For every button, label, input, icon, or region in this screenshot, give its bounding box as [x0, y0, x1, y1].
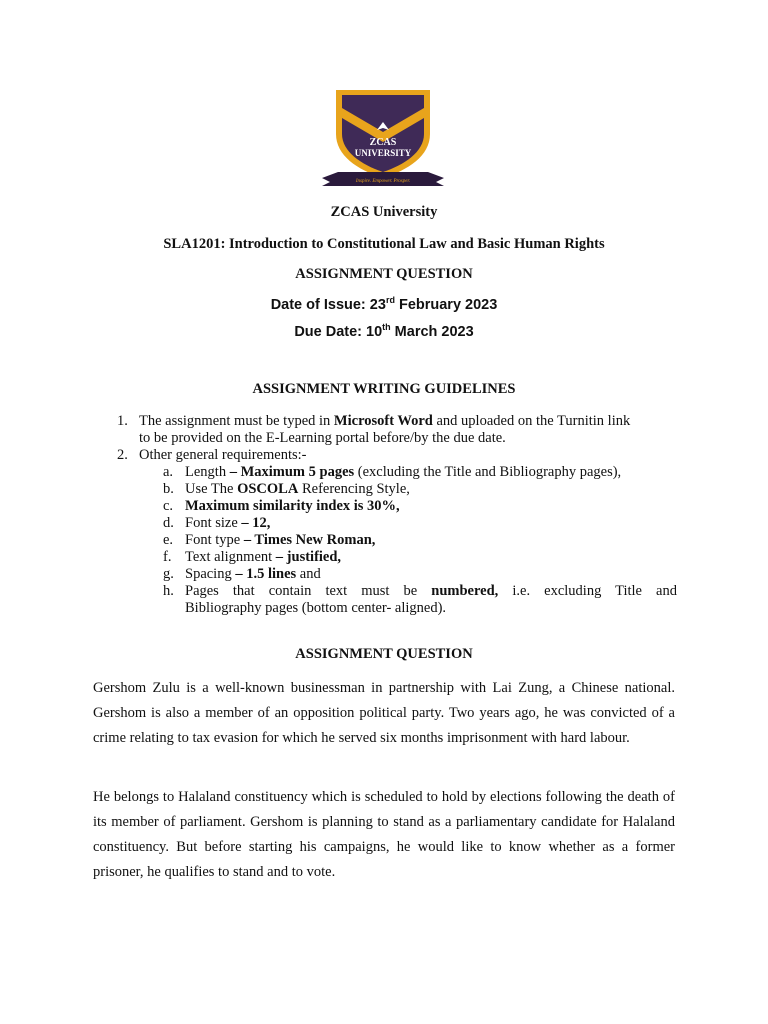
course-title: SLA1201: Introduction to Constitutional Law and Basic Human Rights: [163, 236, 605, 252]
list-item: 2. Other general requirements:-: [117, 447, 307, 463]
guidelines-list: [117, 413, 677, 617]
list-item: 1. The assignment must be typed in Microsoft Word and uploaded on the Turnitin link to be provided on the E-Learning portal before/by the due date.: [117, 413, 631, 446]
sub-item-a: a. Length – Maximum 5 pages (excluding the Title and Bibliography pages),: [163, 464, 622, 480]
sub-item-h: h. Pages that contain text must be numbered, i.e. excluding Title and Bibliography pages (bottom center- aligned).: [163, 583, 677, 616]
zcas-university-logo: [320, 88, 446, 190]
question-paragraph-1: Gershom Zulu is a well-known businessman in partnership with Lai Zung, a Chinese national. Gershom is also a member of an opposition political party. Two years ago, he was convicted of a crime relating to tax evasion for which he served six months imprisonment with hard labour.: [93, 680, 675, 746]
assignment-title: ASSIGNMENT QUESTION: [295, 266, 473, 282]
due-date: Due Date: 10th March 2023: [294, 322, 474, 340]
date-of-issue: Date of Issue: 23rd February 2023: [270, 295, 498, 313]
sub-item-b: b. Use The OSCOLA Referencing Style,: [163, 481, 410, 497]
logo-text-zcas: ZCAS: [369, 137, 397, 148]
logo-text-university: UNIVERSITY: [354, 148, 412, 158]
question-paragraph-2: He belongs to Halaland constituency which is scheduled to hold by elections following the death of its member of parliament. Gershom is planning to stand as a parliamentary candidate for Halaland constituency. But before starting his campaigns, he would like to know whether as a former prisoner, he qualifies to stand and to vote.: [93, 789, 675, 880]
sub-item-f: f. Text alignment – justified,: [163, 549, 342, 565]
logo-motto: Inspire. Empower. Prosper.: [355, 179, 411, 184]
sub-item-d: d. Font size – 12,: [163, 515, 271, 531]
university-name: ZCAS University: [330, 204, 438, 220]
question-title: ASSIGNMENT QUESTION: [295, 646, 473, 662]
sub-item-g: g. Spacing – 1.5 lines and: [163, 566, 321, 582]
sub-item-e: e. Font type – Times New Roman,: [163, 532, 376, 548]
guidelines-title: ASSIGNMENT WRITING GUIDELINES: [252, 381, 516, 397]
sub-item-c: c. Maximum similarity index is 30%,: [163, 498, 400, 514]
